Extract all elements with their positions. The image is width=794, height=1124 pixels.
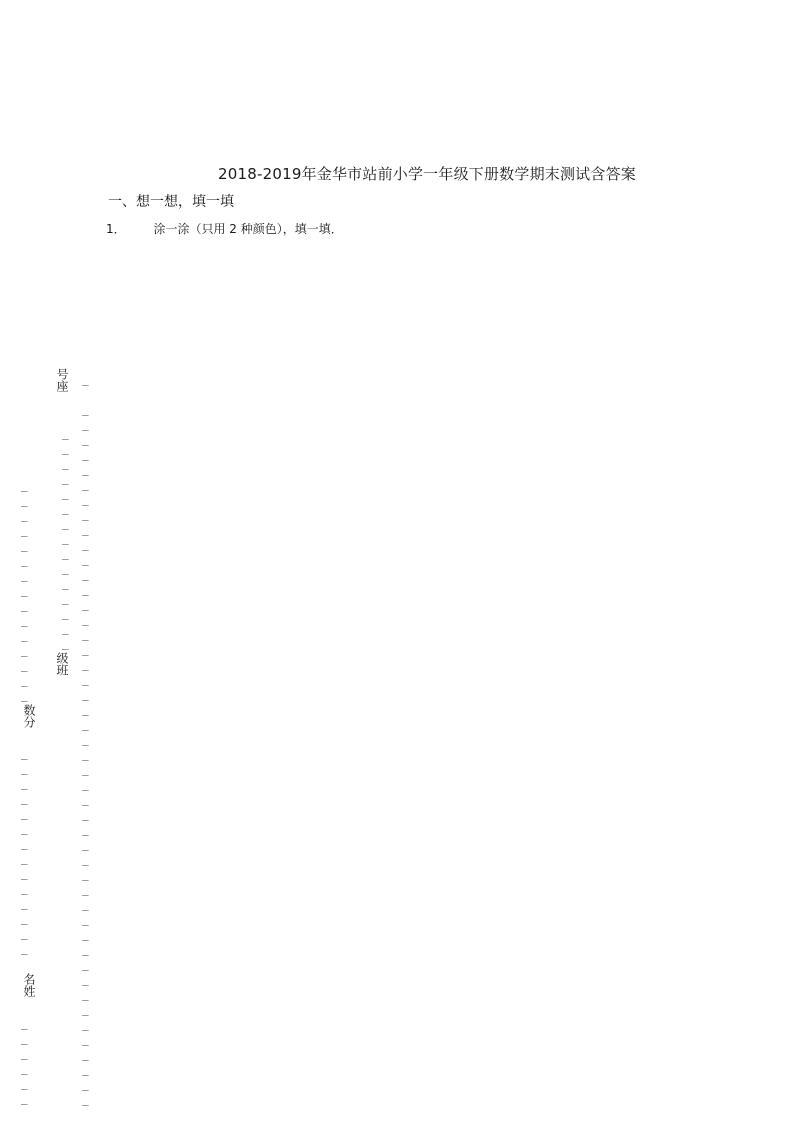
binding-dash: _ <box>82 958 89 971</box>
binding-dash: _ <box>21 1077 28 1090</box>
binding-dash: _ <box>62 517 69 530</box>
section-heading: 一、想一想，填一填 <box>108 194 234 210</box>
binding-dash: _ <box>21 659 28 672</box>
binding-dash: _ <box>82 688 89 701</box>
binding-dash-line-left-upper <box>21 478 29 703</box>
question-number: 1． <box>106 222 126 236</box>
binding-dash: _ <box>21 852 28 865</box>
binding-dash: _ <box>62 487 69 500</box>
binding-dash: _ <box>62 607 69 620</box>
binding-dash-line-middle <box>62 426 70 651</box>
binding-dash: _ <box>21 897 28 910</box>
binding-dash: _ <box>82 823 89 836</box>
binding-dash: _ <box>62 577 69 590</box>
binding-dash: _ <box>21 942 28 955</box>
binding-dash: _ <box>82 973 89 986</box>
binding-dash: _ <box>21 524 28 537</box>
binding-dash: _ <box>82 778 89 791</box>
binding-dash: _ <box>21 584 28 597</box>
binding-dash: _ <box>82 868 89 881</box>
class-label: 级班 <box>55 652 69 676</box>
binding-dash: _ <box>62 442 69 455</box>
binding-dash: _ <box>82 433 89 446</box>
binding-dash: _ <box>82 523 89 536</box>
binding-dash: _ <box>82 373 89 386</box>
name-label: 名姓 <box>22 973 36 997</box>
binding-dash: _ <box>62 502 69 515</box>
score-label: 数分 <box>22 704 36 728</box>
binding-dash: _ <box>82 733 89 746</box>
binding-dash: _ <box>21 509 28 522</box>
binding-dash: _ <box>82 838 89 851</box>
binding-dash: _ <box>21 614 28 627</box>
question-text: 涂一涂（只用 2 种颜色），填一填． <box>153 222 343 236</box>
binding-dash: _ <box>21 747 28 760</box>
binding-dash: _ <box>21 1092 28 1105</box>
binding-dash: _ <box>21 1047 28 1060</box>
binding-dash: _ <box>82 1093 89 1106</box>
binding-dash: _ <box>62 532 69 545</box>
binding-dash: _ <box>62 427 69 440</box>
binding-dash: _ <box>82 763 89 776</box>
binding-dash: _ <box>82 718 89 731</box>
binding-dash: _ <box>82 658 89 671</box>
binding-dash: _ <box>82 418 89 431</box>
binding-dash: _ <box>82 1078 89 1091</box>
seat-number-label: 号座 <box>55 368 69 392</box>
binding-dash: _ <box>82 553 89 566</box>
binding-dash: _ <box>82 643 89 656</box>
binding-dash: _ <box>82 748 89 761</box>
binding-dash <box>82 387 90 402</box>
binding-dash: _ <box>62 562 69 575</box>
binding-dash: _ <box>62 592 69 605</box>
binding-dash: _ <box>82 928 89 941</box>
binding-dash: _ <box>82 943 89 956</box>
binding-dash: _ <box>82 628 89 641</box>
binding-dash: _ <box>21 1032 28 1045</box>
binding-dash: _ <box>82 898 89 911</box>
binding-dash: _ <box>21 479 28 492</box>
binding-dash: _ <box>62 547 69 560</box>
binding-dash: _ <box>21 837 28 850</box>
binding-dash: _ <box>82 1003 89 1016</box>
binding-dash: _ <box>82 1048 89 1061</box>
binding-dash-line-left-lower <box>21 1016 29 1106</box>
binding-dash: _ <box>82 568 89 581</box>
page-title: 2018-2019年金华市站前小学一年级下册数学期末测试含答案 <box>218 165 636 183</box>
binding-dash: _ <box>21 792 28 805</box>
binding-dash: _ <box>21 882 28 895</box>
binding-dash: _ <box>21 599 28 612</box>
binding-dash: _ <box>82 478 89 491</box>
binding-dash: _ <box>21 494 28 507</box>
binding-dash: _ <box>82 988 89 1001</box>
binding-dash: _ <box>62 457 69 470</box>
binding-dash: _ <box>82 793 89 806</box>
binding-dash: _ <box>62 622 69 635</box>
binding-dash: _ <box>21 867 28 880</box>
binding-dash: _ <box>21 629 28 642</box>
binding-dash: _ <box>62 637 69 650</box>
binding-dash: _ <box>21 1017 28 1030</box>
binding-dash: _ <box>82 463 89 476</box>
binding-dash: _ <box>62 472 69 485</box>
binding-dash: _ <box>82 1018 89 1031</box>
binding-dash: _ <box>82 1063 89 1076</box>
binding-dash: _ <box>21 762 28 775</box>
binding-dash: _ <box>82 913 89 926</box>
binding-dash: _ <box>21 689 28 702</box>
binding-dash: _ <box>82 403 89 416</box>
binding-dash: _ <box>82 853 89 866</box>
binding-dash: _ <box>82 448 89 461</box>
binding-dash: _ <box>82 1033 89 1046</box>
binding-dash-line-right <box>82 372 90 1107</box>
binding-dash: _ <box>82 538 89 551</box>
binding-dash: _ <box>82 493 89 506</box>
binding-dash: _ <box>21 807 28 820</box>
binding-dash: _ <box>21 1062 28 1075</box>
binding-dash: _ <box>21 554 28 567</box>
question-1 <box>106 220 343 237</box>
binding-dash: _ <box>82 598 89 611</box>
binding-dash: _ <box>21 777 28 790</box>
binding-dash: _ <box>21 912 28 925</box>
binding-dash: _ <box>82 613 89 626</box>
binding-dash: _ <box>21 927 28 940</box>
binding-dash: _ <box>21 644 28 657</box>
binding-dash: _ <box>82 703 89 716</box>
binding-dash-line-left-middle <box>21 746 29 956</box>
binding-dash: _ <box>82 808 89 821</box>
binding-dash: _ <box>82 673 89 686</box>
binding-dash: _ <box>82 508 89 521</box>
binding-dash: _ <box>21 674 28 687</box>
binding-dash: _ <box>82 583 89 596</box>
binding-dash: _ <box>82 883 89 896</box>
binding-dash: _ <box>21 569 28 582</box>
binding-dash: _ <box>21 822 28 835</box>
binding-dash: _ <box>21 539 28 552</box>
